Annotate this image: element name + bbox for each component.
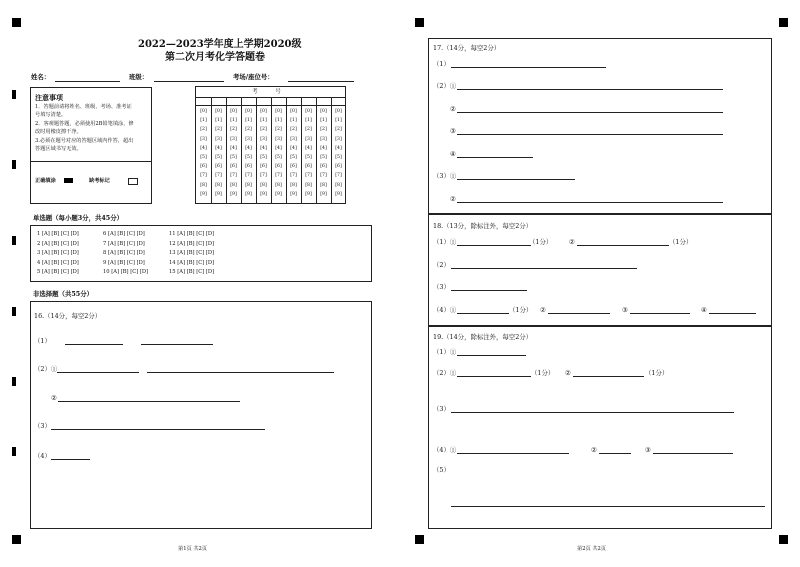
single-choice-item[interactable]: 4 [A] [B] [C] [D] bbox=[37, 259, 79, 266]
page-number-1: 第1页 共2页 bbox=[178, 546, 207, 552]
exam-id-bubble[interactable]: [7] bbox=[290, 173, 297, 179]
q18-answer-line[interactable] bbox=[630, 313, 690, 314]
exam-id-bubble[interactable]: [5] bbox=[215, 155, 222, 160]
page-number-2: 第2页 共2页 bbox=[577, 546, 606, 552]
q16-answer-line[interactable] bbox=[51, 459, 90, 460]
exam-id-bubble[interactable]: [4] bbox=[245, 145, 252, 151]
q19-answer-line[interactable] bbox=[457, 376, 531, 377]
exam-id-bubble[interactable]: [4] bbox=[275, 145, 282, 151]
q19-answer-line[interactable] bbox=[451, 412, 734, 413]
q17-answer-line[interactable] bbox=[451, 67, 606, 68]
seat-field[interactable] bbox=[288, 81, 354, 82]
q16-part4-label: （4） bbox=[34, 452, 51, 460]
class-label: 班级： bbox=[129, 73, 149, 81]
q18-answer-line[interactable] bbox=[451, 268, 637, 269]
exam-id-bubble[interactable]: [7] bbox=[335, 173, 342, 179]
exam-id-bubble[interactable]: [8] bbox=[260, 182, 267, 188]
exam-id-bubble[interactable]: [0] bbox=[230, 109, 237, 114]
exam-id-bubble[interactable]: [6] bbox=[200, 164, 207, 170]
q19-answer-line[interactable] bbox=[457, 453, 569, 454]
q18-d3-label: ③ bbox=[622, 306, 628, 314]
exam-id-bubble[interactable]: [6] bbox=[245, 164, 252, 170]
exam-id-bubble[interactable]: [3] bbox=[305, 136, 312, 142]
exam-id-bubble[interactable]: [7] bbox=[230, 173, 237, 179]
exam-id-bubble[interactable]: [4] bbox=[260, 145, 267, 151]
exam-id-bubble[interactable]: [8] bbox=[290, 182, 297, 188]
exam-id-bubble[interactable]: [7] bbox=[215, 173, 222, 179]
q18-answer-line[interactable] bbox=[548, 313, 610, 314]
exam-id-bubble[interactable]: [3] bbox=[335, 136, 342, 142]
side-timing-mark bbox=[12, 236, 16, 245]
exam-id-bubble[interactable]: [8] bbox=[305, 182, 312, 188]
single-choice-item[interactable]: 13 [A] [B] [C] [D] bbox=[169, 250, 215, 257]
single-choice-item[interactable]: 1 [A] [B] [C] [D] bbox=[37, 231, 79, 237]
exam-id-bubble[interactable]: [6] bbox=[305, 164, 312, 170]
q19-box bbox=[428, 326, 772, 529]
exam-id-bubble[interactable]: [9] bbox=[215, 191, 222, 197]
alignment-mark bbox=[779, 18, 788, 27]
q18-part2-label: （2） bbox=[433, 261, 450, 269]
exam-id-bubble[interactable]: [1] bbox=[230, 118, 237, 124]
exam-id-bubble[interactable]: [0] bbox=[335, 109, 342, 114]
exam-id-bubble[interactable]: [0] bbox=[215, 109, 222, 114]
q19-part5-label: （5） bbox=[433, 466, 450, 474]
q18-score2: （1分） bbox=[669, 238, 693, 246]
q17-part3b-label: ② bbox=[450, 195, 456, 203]
exam-id-bubble[interactable]: [0] bbox=[260, 109, 267, 114]
exam-id-bubble[interactable]: [5] bbox=[290, 155, 297, 160]
name-field[interactable] bbox=[55, 81, 120, 82]
exam-id-bubble[interactable]: [4] bbox=[335, 145, 342, 151]
q18-answer-line[interactable] bbox=[457, 245, 531, 246]
q17-part1-label: （1） bbox=[433, 60, 450, 68]
alignment-mark bbox=[12, 18, 21, 27]
exam-id-bubble[interactable]: [5] bbox=[305, 155, 312, 160]
q16-answer-line[interactable] bbox=[147, 372, 334, 373]
exam-id-bubble[interactable]: [2] bbox=[290, 127, 297, 133]
exam-id-bubble[interactable]: [4] bbox=[290, 145, 297, 151]
exam-id-bubble[interactable]: [5] bbox=[230, 155, 237, 160]
q16-title: 16.（14分，每空2分） bbox=[34, 312, 102, 320]
q18-answer-line[interactable] bbox=[457, 313, 509, 314]
correct-fill-sample bbox=[64, 178, 73, 183]
q19-answer-line[interactable] bbox=[457, 355, 526, 356]
exam-id-bubble[interactable]: [2] bbox=[200, 127, 207, 133]
q16-part3-label: （3） bbox=[34, 422, 51, 430]
exam-id-bubble[interactable]: [1] bbox=[260, 118, 267, 124]
q17-answer-line[interactable] bbox=[457, 134, 723, 135]
exam-id-bubble[interactable]: [1] bbox=[335, 118, 342, 124]
q16-answer-line[interactable] bbox=[57, 372, 139, 373]
single-choice-item[interactable]: 11 [A] [B] [C] [D] bbox=[169, 231, 215, 237]
q17-answer-line[interactable] bbox=[457, 157, 533, 158]
alignment-mark bbox=[12, 535, 21, 544]
exam-id-bubble[interactable]: [7] bbox=[275, 173, 282, 179]
q19-part4-label: （4）① bbox=[433, 446, 457, 454]
q16-part2b-label: ② bbox=[51, 394, 57, 402]
exam-id-bubble[interactable]: [6] bbox=[320, 164, 327, 170]
missing-exam-checkbox[interactable] bbox=[128, 178, 138, 185]
single-choice-item[interactable]: 7 [A] [B] [C] [D] bbox=[103, 240, 145, 247]
exam-id-bubble[interactable]: [5] bbox=[200, 155, 207, 160]
q19-part1-label: （1）① bbox=[433, 348, 457, 356]
exam-id-header: 考 号 bbox=[196, 87, 345, 98]
q18-d2-label: ② bbox=[540, 306, 546, 314]
exam-id-bubble[interactable]: [0] bbox=[320, 109, 327, 114]
exam-id-bubble[interactable]: [4] bbox=[305, 145, 312, 151]
q17-circle4-label: ④ bbox=[450, 150, 456, 158]
exam-id-bubble[interactable]: [7] bbox=[245, 173, 252, 179]
exam-id-bubble[interactable]: [5] bbox=[320, 155, 327, 160]
exam-id-bubble[interactable]: [6] bbox=[215, 164, 222, 170]
exam-id-bubble[interactable]: [0] bbox=[245, 109, 252, 114]
side-timing-mark bbox=[12, 307, 16, 316]
exam-id-bubble[interactable]: [7] bbox=[200, 173, 207, 179]
exam-id-bubble[interactable]: [6] bbox=[230, 164, 237, 170]
exam-id-bubble[interactable]: [1] bbox=[320, 118, 327, 124]
single-choice-item[interactable]: 6 [A] [B] [C] [D] bbox=[103, 231, 145, 237]
q18-score1: （1分） bbox=[529, 238, 553, 246]
single-choice-item[interactable]: 3 [A] [B] [C] [D] bbox=[37, 250, 79, 257]
exam-id-bubble[interactable]: [1] bbox=[275, 118, 282, 124]
q18-answer-line[interactable] bbox=[577, 245, 669, 246]
exam-id-bubble[interactable]: [3] bbox=[320, 136, 327, 142]
exam-id-bubble[interactable]: [5] bbox=[245, 155, 252, 160]
exam-id-bubble[interactable]: [7] bbox=[320, 173, 327, 179]
notice-line: 2．客观题答题，必须使用2B铅笔填涂，修 bbox=[35, 121, 134, 127]
q18-answer-line[interactable] bbox=[451, 290, 527, 291]
alignment-mark bbox=[415, 535, 424, 544]
sheet-title-line2: 第二次月考化学答题卷 bbox=[165, 52, 265, 63]
exam-id-bubble[interactable]: [8] bbox=[215, 182, 222, 188]
side-timing-mark bbox=[12, 447, 16, 456]
q16-answer-line[interactable] bbox=[65, 344, 123, 345]
q17-circle3-label: ③ bbox=[450, 127, 456, 135]
q17-box bbox=[428, 38, 772, 214]
q18-title: 18.（13分，除标注外，每空2分） bbox=[433, 222, 533, 230]
exam-id-bubble[interactable]: [2] bbox=[320, 127, 327, 133]
exam-id-grid bbox=[195, 86, 346, 204]
exam-id-bubble[interactable]: [0] bbox=[275, 109, 282, 114]
q19-answer-line[interactable] bbox=[451, 506, 765, 507]
q17-circle2-label: ② bbox=[450, 105, 456, 113]
exam-id-bubble[interactable]: [9] bbox=[290, 191, 297, 197]
exam-id-bubble[interactable]: [5] bbox=[335, 155, 342, 160]
exam-id-bubble[interactable]: [5] bbox=[260, 155, 267, 160]
q16-part1-label: （1） bbox=[34, 337, 51, 345]
exam-id-bubble[interactable]: [0] bbox=[290, 109, 297, 114]
q18-circle2-label: ② bbox=[569, 238, 575, 246]
single-choice-item[interactable]: 15 [A] [B] [C] [D] bbox=[169, 269, 215, 276]
exam-id-bubble[interactable]: [5] bbox=[275, 155, 282, 160]
q17-answer-line[interactable] bbox=[457, 112, 723, 113]
q19-title: 19.（14分，除标注外，每空2分） bbox=[433, 333, 533, 341]
exam-id-bubble[interactable]: [2] bbox=[275, 127, 282, 133]
notice-line: 3.必须在题号对应的答题区域内作答，超出 bbox=[35, 138, 134, 144]
exam-id-bubble[interactable]: [2] bbox=[335, 127, 342, 133]
notice-box bbox=[30, 87, 152, 204]
notice-divider bbox=[31, 161, 151, 162]
exam-id-bubble[interactable]: [0] bbox=[305, 109, 312, 114]
exam-id-bubble[interactable]: [9] bbox=[335, 191, 342, 197]
single-choice-item[interactable]: 14 [A] [B] [C] [D] bbox=[169, 259, 215, 266]
non-choice-heading: 非选择题（共55分） bbox=[33, 290, 94, 298]
exam-id-bubble[interactable]: [4] bbox=[200, 145, 207, 151]
exam-id-bubble[interactable]: [3] bbox=[230, 136, 237, 142]
correct-fill-label: 正确填涂 bbox=[35, 178, 56, 184]
exam-id-bubble[interactable]: [4] bbox=[320, 145, 327, 151]
q16-box bbox=[30, 301, 372, 529]
side-timing-mark bbox=[12, 160, 16, 169]
exam-id-bubble[interactable]: [3] bbox=[260, 136, 267, 142]
q19-part2-label: （2）① bbox=[433, 369, 457, 377]
q19-score2a: （1分） bbox=[531, 369, 555, 377]
exam-id-bubble[interactable]: [2] bbox=[305, 127, 312, 133]
q18-d4-label: ④ bbox=[701, 306, 707, 314]
exam-id-bubble[interactable]: [8] bbox=[335, 182, 342, 188]
exam-id-bubble[interactable]: [2] bbox=[245, 127, 252, 133]
exam-id-bubble[interactable]: [3] bbox=[215, 136, 222, 142]
side-timing-mark bbox=[12, 90, 16, 99]
alignment-mark bbox=[779, 535, 788, 544]
q17-answer-line[interactable] bbox=[457, 89, 723, 90]
q19-answer-line[interactable] bbox=[653, 453, 733, 454]
exam-id-bubble[interactable]: [9] bbox=[245, 191, 252, 197]
single-choice-item[interactable]: 9 [A] [B] [C] [D] bbox=[103, 259, 145, 266]
q18-part1-label: （1）① bbox=[433, 238, 457, 246]
exam-id-bubble[interactable]: [2] bbox=[260, 127, 267, 133]
exam-id-bubble[interactable]: [9] bbox=[305, 191, 312, 197]
single-choice-heading: 单选题（每小题3分，共45分） bbox=[33, 214, 124, 222]
exam-id-bubble[interactable]: [9] bbox=[320, 191, 327, 197]
q17-part3-label: （3）① bbox=[433, 172, 457, 180]
exam-id-bubble[interactable]: [4] bbox=[215, 145, 222, 151]
notice-line: 改时用橡皮擦干净。 bbox=[35, 129, 82, 135]
side-timing-mark bbox=[12, 377, 16, 386]
exam-id-bubble[interactable]: [8] bbox=[230, 182, 237, 188]
q18-box bbox=[428, 214, 772, 326]
exam-id-bubble[interactable]: [6] bbox=[260, 164, 267, 170]
alignment-mark bbox=[415, 18, 424, 27]
exam-id-bubble[interactable]: [6] bbox=[335, 164, 342, 170]
q16-answer-line[interactable] bbox=[58, 401, 240, 402]
single-choice-box bbox=[30, 225, 372, 282]
exam-id-bubble[interactable]: [8] bbox=[320, 182, 327, 188]
notice-title: 注意事项 bbox=[35, 93, 63, 102]
single-choice-item[interactable]: 10 [A] [B] [C] [D] bbox=[103, 269, 149, 276]
exam-id-bubble[interactable]: [7] bbox=[305, 173, 312, 179]
q18-score4: （1分） bbox=[509, 306, 533, 314]
q17-title: 17.（14分，每空2分） bbox=[433, 44, 501, 52]
exam-id-bubble[interactable]: [1] bbox=[305, 118, 312, 124]
single-choice-item[interactable]: 5 [A] [B] [C] [D] bbox=[37, 269, 79, 276]
sheet-title-line1: 2022—2023学年度上学期2020级 bbox=[138, 39, 302, 50]
exam-id-bubble[interactable]: [4] bbox=[230, 145, 237, 151]
q16-part2-label: （2）① bbox=[34, 365, 58, 373]
missing-exam-label: 缺考标记 bbox=[89, 178, 110, 184]
name-label: 姓名： bbox=[31, 73, 51, 81]
q18-part4-label: （4）① bbox=[433, 306, 457, 314]
exam-id-bubble[interactable]: [2] bbox=[215, 127, 222, 133]
q19-circle2-label: ② bbox=[565, 369, 571, 377]
exam-id-bubble[interactable]: [1] bbox=[215, 118, 222, 124]
q19-part3-label: （3） bbox=[433, 405, 450, 413]
seat-label: 考场/座位号： bbox=[233, 73, 274, 81]
exam-id-bubble[interactable]: [9] bbox=[200, 191, 207, 197]
exam-id-bubble[interactable]: [8] bbox=[200, 182, 207, 188]
single-choice-item[interactable]: 2 [A] [B] [C] [D] bbox=[37, 240, 79, 247]
q17-part2-label: （2）① bbox=[433, 82, 457, 90]
exam-id-bubble[interactable]: [1] bbox=[290, 118, 297, 124]
exam-id-bubble[interactable]: [1] bbox=[200, 118, 207, 124]
exam-id-bubble[interactable]: [9] bbox=[275, 191, 282, 197]
exam-id-bubble[interactable]: [9] bbox=[260, 191, 267, 197]
single-choice-item[interactable]: 12 [A] [B] [C] [D] bbox=[169, 240, 215, 247]
exam-id-bubble[interactable]: [3] bbox=[290, 136, 297, 142]
q18-answer-line[interactable] bbox=[709, 313, 756, 314]
exam-id-bubble[interactable]: [8] bbox=[275, 182, 282, 188]
exam-id-bubble[interactable]: [9] bbox=[230, 191, 237, 197]
q17-answer-line[interactable] bbox=[457, 179, 575, 180]
class-field[interactable] bbox=[154, 81, 224, 82]
notice-line: 号填写清楚。 bbox=[35, 112, 67, 118]
exam-id-bubble[interactable]: [3] bbox=[200, 136, 207, 142]
exam-id-bubble[interactable]: [3] bbox=[245, 136, 252, 142]
q17-answer-line[interactable] bbox=[457, 202, 723, 203]
q19-answer-line[interactable] bbox=[599, 453, 631, 454]
exam-id-bubble[interactable]: [6] bbox=[290, 164, 297, 170]
exam-id-bubble[interactable]: [3] bbox=[275, 136, 282, 142]
q19-d3-label: ③ bbox=[645, 446, 651, 454]
exam-id-bubble[interactable]: [2] bbox=[230, 127, 237, 133]
exam-id-bubble[interactable]: [8] bbox=[245, 182, 252, 188]
q18-part3-label: （3） bbox=[433, 283, 450, 291]
q19-score2b: （1分） bbox=[645, 369, 669, 377]
exam-id-bubble[interactable]: [1] bbox=[245, 118, 252, 124]
exam-id-bubble[interactable]: [6] bbox=[275, 164, 282, 170]
notice-line: 1．答题前请将姓名、班级、考场、准考证 bbox=[35, 104, 132, 110]
exam-id-bubble[interactable]: [7] bbox=[260, 173, 267, 179]
single-choice-item[interactable]: 8 [A] [B] [C] [D] bbox=[103, 250, 145, 257]
q16-answer-line[interactable] bbox=[51, 429, 265, 430]
notice-line: 答题区域书写无效。 bbox=[35, 146, 82, 152]
exam-id-bubble[interactable]: [0] bbox=[200, 109, 207, 114]
q19-answer-line[interactable] bbox=[573, 376, 644, 377]
q16-answer-line[interactable] bbox=[141, 344, 213, 345]
q19-d2-label: ② bbox=[591, 446, 597, 454]
